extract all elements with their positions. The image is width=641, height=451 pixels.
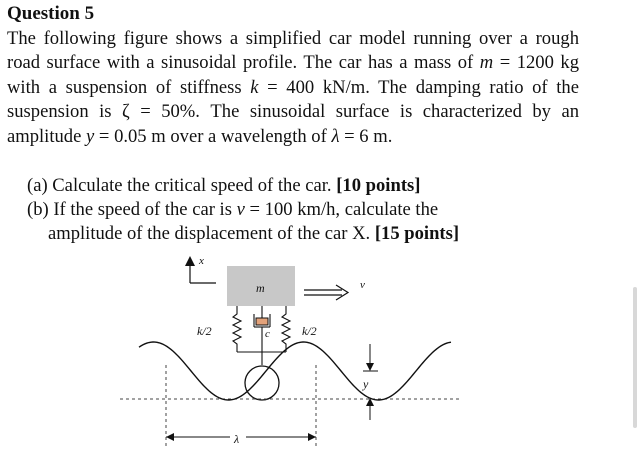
problem-statement: The following figure shows a simplified car model running over a rough road surface with a sinusoidal profile. The car has a mass of m = 1200 kg with a suspension of stiffness k = 400 kN/m. The damping ratio of the suspension is ζ = 50%. The sinusoidal surface is characterized by an amplitude y = 0.05 m over a wavelength of λ = 6 m.	[7, 28, 580, 147]
velocity-arrow	[304, 285, 348, 300]
wheel	[245, 366, 279, 400]
part-a-points: [10 points]	[336, 175, 421, 196]
left-spring	[233, 306, 241, 352]
label-m: m	[256, 281, 265, 295]
part-a: (a) Calculate the critical speed of the car. [10 points]	[27, 175, 421, 196]
label-k-left: k/2	[197, 324, 212, 338]
scrollbar[interactable]	[633, 287, 637, 428]
label-k-right: k/2	[302, 324, 317, 338]
label-c: c	[265, 328, 270, 340]
label-v: v	[360, 279, 365, 291]
sinusoidal-road-profile	[139, 342, 451, 400]
label-lambda: λ	[234, 432, 240, 446]
right-spring	[282, 306, 290, 352]
part-b-points: [15 points]	[374, 223, 460, 245]
label-y: y	[363, 377, 369, 391]
label-x: x	[199, 255, 204, 267]
part-b: (b) If the speed of the car is v = 100 km/h, calculate the amplitude of the displacement of the car X. [15 points]	[27, 199, 460, 245]
question-heading: Question 5	[7, 3, 95, 24]
